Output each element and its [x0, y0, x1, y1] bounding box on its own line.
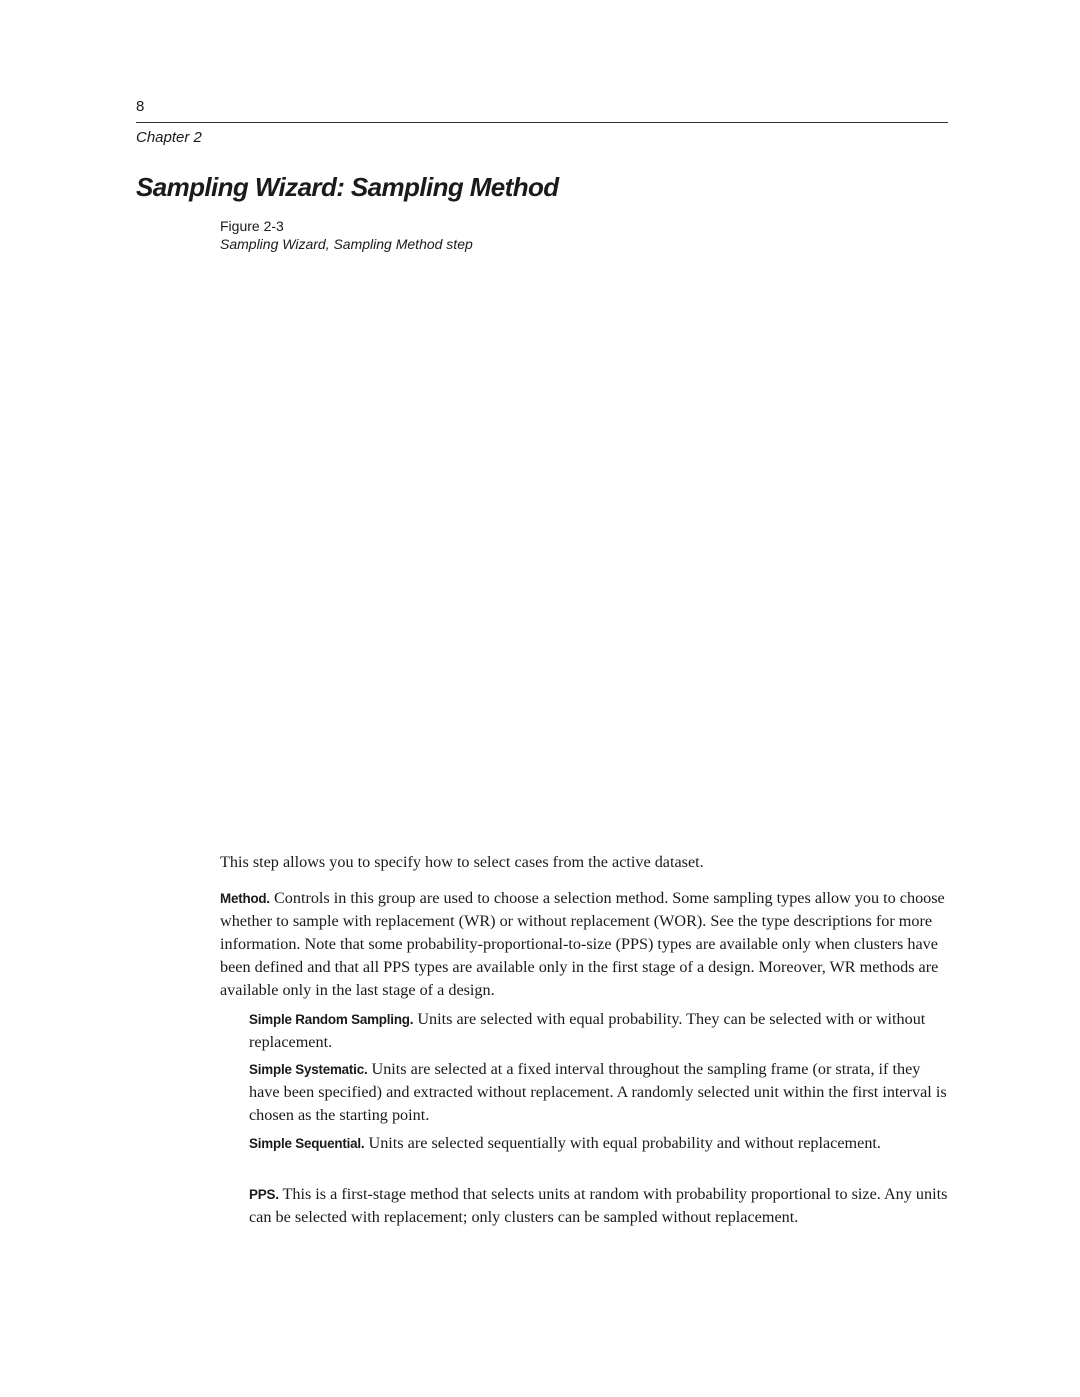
simple-sequential-term: Simple Sequential.	[249, 1136, 365, 1151]
pps-term: PPS.	[249, 1187, 279, 1202]
simple-random-sampling-term: Simple Random Sampling.	[249, 1012, 414, 1027]
method-paragraph	[220, 887, 950, 1002]
simple-systematic-paragraph	[249, 1058, 949, 1127]
method-text: Controls in this group are used to choose a selection method. Some sampling types allow you to choose whether to sample with replacement (WR) or without replacement (WOR). See the type descriptions for more information. Note that some probability-proportional-to-size (PPS) types are available only when clusters have been defined and that all PPS types are available only in the first stage of a design. Moreover, WR methods are available only in the last stage of a design.	[220, 889, 945, 999]
page-number: 8	[136, 98, 145, 115]
figure-caption: Sampling Wizard, Sampling Method step	[220, 236, 473, 252]
figure-label: Figure 2-3	[220, 218, 284, 234]
simple-sequential-text: Units are selected sequentially with equal probability and without replacement.	[364, 1134, 881, 1152]
pps-paragraph	[249, 1183, 949, 1229]
simple-systematic-term: Simple Systematic.	[249, 1062, 368, 1077]
chapter-label: Chapter 2	[136, 129, 202, 146]
simple-sequential-paragraph	[249, 1132, 949, 1155]
pps-text: This is a first-stage method that selects units at random with probability proportional to size. Any units can be selected with replacement; only clusters can be sampled without replacement.	[249, 1185, 948, 1226]
method-term: Method.	[220, 891, 270, 906]
figure-image-area	[220, 262, 948, 834]
header-rule	[136, 122, 948, 123]
simple-random-sampling-paragraph	[249, 1008, 949, 1054]
section-title: Sampling Wizard: Sampling Method	[136, 172, 559, 202]
intro-paragraph: This step allows you to specify how to select cases from the active dataset.	[220, 853, 704, 871]
simple-random-sampling-text: Units are selected with equal probability. They can be selected with or without replacement.	[249, 1010, 926, 1051]
simple-systematic-text: Units are selected at a fixed interval throughout the sampling frame (or strata, if they have been specified) and extracted without replacement. A randomly selected unit within the first interval is chosen as the starting point.	[249, 1060, 947, 1124]
